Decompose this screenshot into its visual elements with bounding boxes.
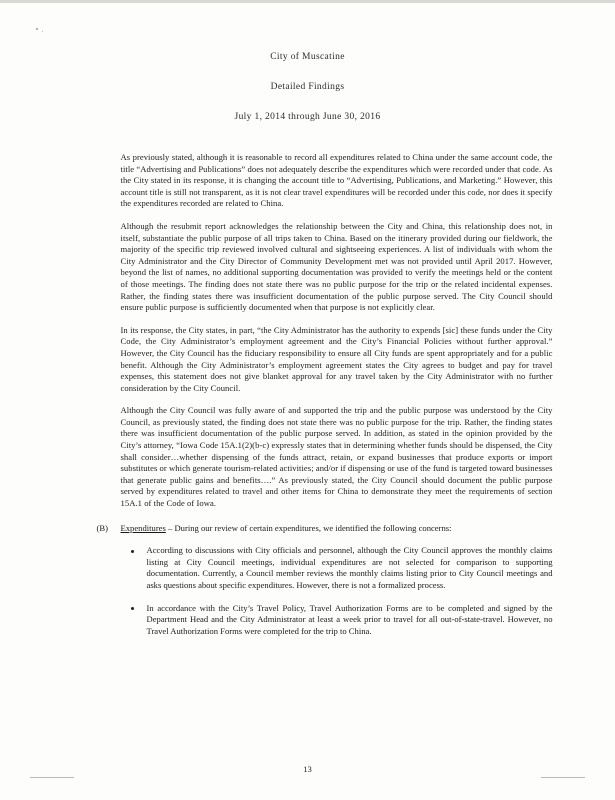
narrative-section: [121, 152, 553, 510]
paragraph: As previously stated, although it is reasonable to record all expenditures related to China under the same account code, the title “Advertising and Publications” does not adequately describe the expenditures which were recorded under that code. As the City stated in its response, it is changing the account title to “Advertising, Publications, and Marketing.” However, this account title is still not transparent, as it is not clear travel expenditures will be recorded under this code, nor does it specify the expenditures recorded are related to China.: [120, 152, 553, 209]
footer-rule-right: [541, 777, 585, 778]
organization-name: City of Muscatine: [270, 52, 345, 62]
footer-rule-left: [30, 777, 74, 778]
section-heading: Expenditures: [120, 522, 166, 533]
document-body: [63, 152, 553, 637]
page-top-edge: [0, 0, 615, 3]
page-number: 13: [303, 764, 312, 774]
scan-speck: [36, 28, 38, 30]
scan-speck: [42, 31, 43, 32]
findings-bullet-list: [121, 545, 553, 637]
paragraph: Although the resubmit report acknowledges the relationship between the City and China, this relationship does not, in itself, substantiate the public purpose of all trips taken to China. Based on the itinerary provided during our fieldwork, the majority of the specific trip reviewed involved cultural and sightseeing experiences. A list of individuals with whom the City Administrator and the City Director of Community Development met was not provided until April 2017. However, beyond the list of names, no additional supporting documentation was provided to verify the meetings held or the content of those meetings. The finding does not state there was no public purpose for the trip or the related incidental expenses. Rather, the finding states there was insufficient documentation of the public purpose served. The City Council should ensure public purpose is sufficiently documented when that purpose is not explicitly clear.: [120, 220, 553, 313]
findings-section-b: [96, 522, 553, 638]
document-header: [0, 52, 615, 122]
list-item: In accordance with the City’s Travel Policy, Travel Authorization Forms are to be completed and signed by the Department Head and the City Administrator at least a week prior to travel for all out-of-state-travel. However, no Travel Authorization Forms were completed for the trip to China.: [121, 603, 553, 638]
list-item: According to discussions with City officials and personnel, although the City Council approves the monthly claims listing at City Council meetings, individual expenditures are not selected for comparison to supporting documentation. Currently, a Council member reviews the monthly claims listing prior to City Council meetings and asks questions about specific expenditures. However, there is not a formalized process.: [121, 545, 553, 591]
section-body: [121, 523, 553, 638]
section-intro: – During our review of certain expenditures, we identified the following concerns:: [165, 522, 452, 533]
paragraph: Although the City Council was fully aware of and supported the trip and the public purpose was understood by the City Council, as previously stated, the finding does not state there was no public purpose for the trip. Rather, the finding states there was insufficient documentation of the public purpose served. In addition, as stated in the opinion provided by the City’s attorney, “Iowa Code 15A.1(2)(b-c) expressly states that in determining whether funds should be dispensed, the City shall consider…whether dispensing of the funds attract, retain, or expand businesses that produce exports or import substitutes or which generate tourism-related activities; and/or if dispensing or use of the fund is targeted toward businesses that generate public gains and benefits….” As previously stated, the City Council should document the public purpose served by expenditures related to travel and other items for China to demonstrate they meet the requirements of section 15A.1 of the Code of Iowa.: [120, 405, 553, 509]
document-title: Detailed Findings: [270, 82, 345, 92]
reporting-period: July 1, 2014 through June 30, 2016: [234, 112, 381, 122]
paragraph: In its response, the City states, in part, “the City Administrator has the authority to expends [sic] these funds under the City Code, the City Administrator’s employment agreement and the City’s Financial Policies without further approval.” However, the City Council has the fiduciary responsibility to ensure all City funds are spent appropriately and for a public benefit. Although the City Administrator’s employment agreement states the City agrees to budget and pay for travel expenses, this statement does not give blanket approval for any travel taken by the City Administrator with no further consideration by the City Council.: [120, 324, 553, 393]
section-marker: (B): [96, 522, 108, 533]
